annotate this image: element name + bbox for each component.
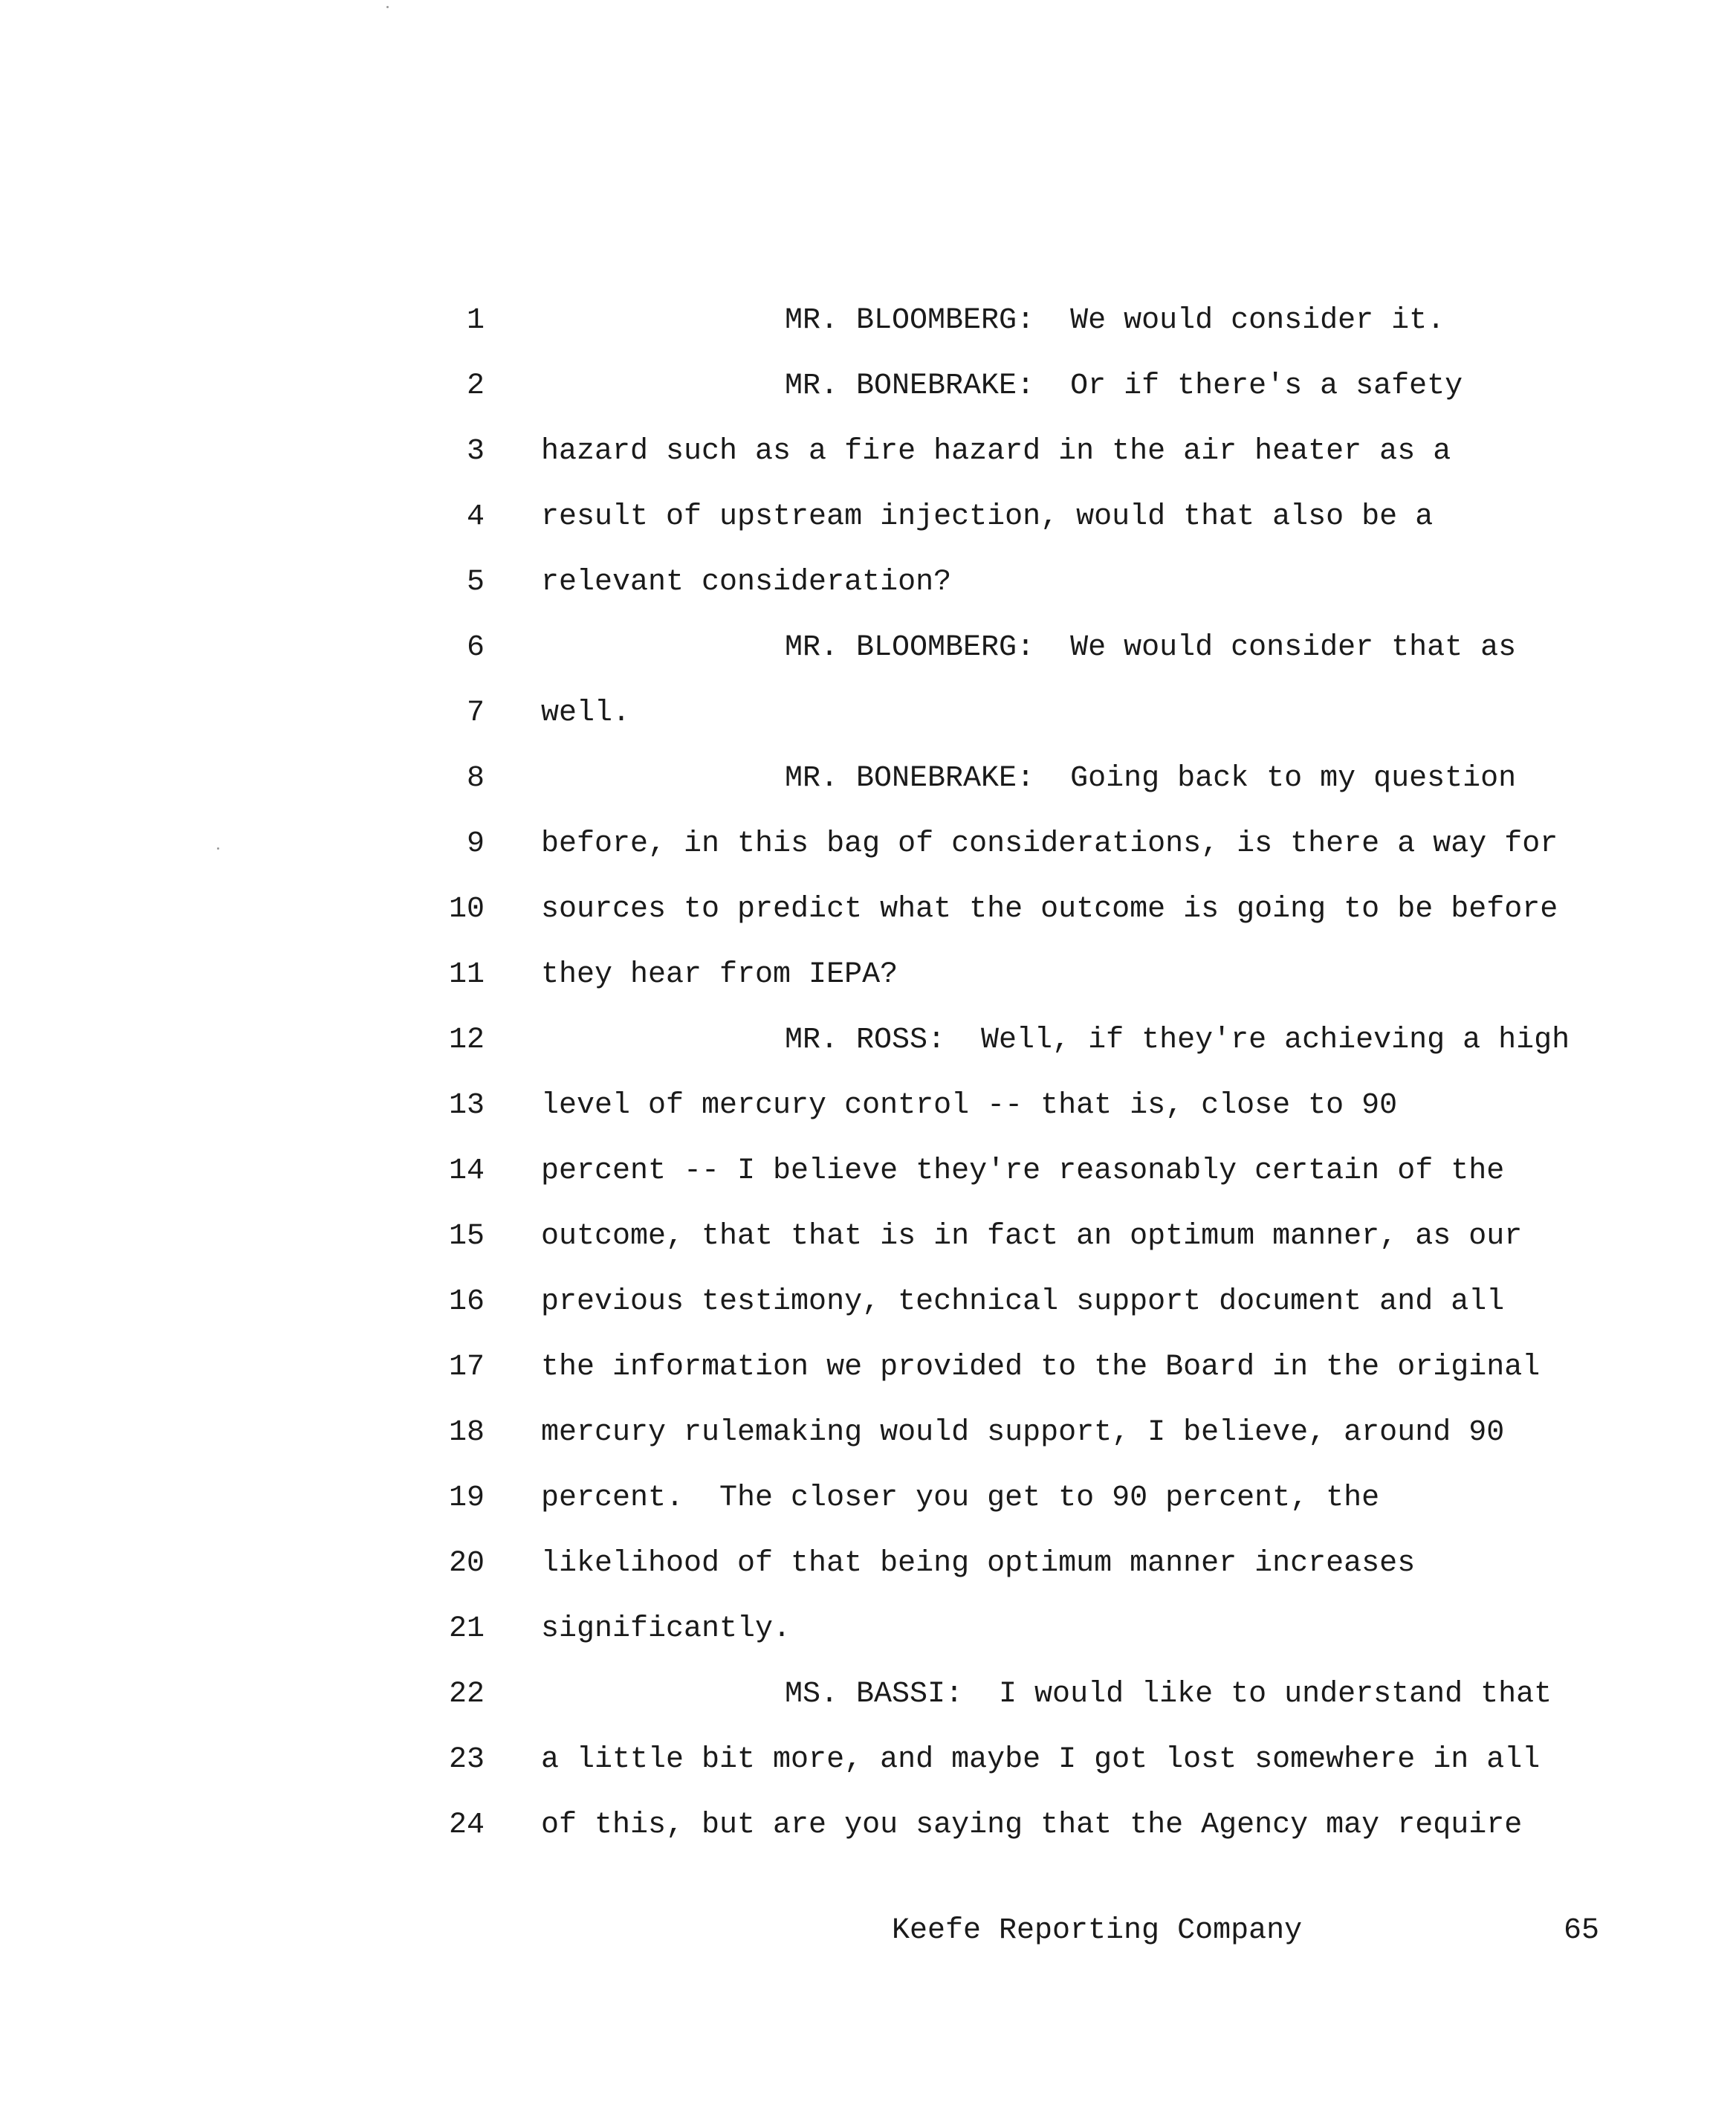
line-number: 15	[448, 1220, 485, 1253]
transcript-line	[0, 886, 1736, 951]
line-number: 6	[466, 631, 485, 665]
line-text: percent. The closer you get to 90 percent, the	[541, 1481, 1380, 1515]
line-number: 12	[448, 1024, 485, 1057]
transcript-line	[0, 821, 1736, 886]
transcript-line	[0, 1671, 1736, 1736]
line-text: of this, but are you saying that the Agency may require	[541, 1809, 1523, 1842]
transcript-line	[0, 1475, 1736, 1540]
line-text: significantly.	[541, 1612, 791, 1646]
line-text: previous testimony, technical support document and all	[541, 1285, 1505, 1319]
line-text: sources to predict what the outcome is going to be before	[541, 893, 1558, 926]
line-number: 7	[466, 696, 485, 730]
transcript-line	[0, 755, 1736, 821]
line-text: hazard such as a fire hazard in the air heater as a	[541, 435, 1451, 468]
transcript-line	[0, 559, 1736, 624]
line-number: 17	[448, 1351, 485, 1384]
line-number: 11	[448, 958, 485, 992]
line-number: 5	[466, 566, 485, 599]
line-text: well.	[541, 696, 631, 730]
line-number: 4	[466, 500, 485, 534]
page-footer	[0, 1907, 1736, 1955]
transcript-line	[0, 1606, 1736, 1671]
line-number: 20	[448, 1547, 485, 1580]
line-text: mercury rulemaking would support, I believe, around 90	[541, 1416, 1505, 1449]
line-number: 9	[466, 827, 485, 861]
transcript-line	[0, 1802, 1736, 1867]
line-text: result of upstream injection, would that also be a	[541, 500, 1434, 534]
line-text: outcome, that that is in fact an optimum manner, as our	[541, 1220, 1523, 1253]
line-text: MR. BONEBRAKE: Or if there's a safety	[785, 369, 1463, 403]
line-text: before, in this bag of considerations, is there a way for	[541, 827, 1558, 861]
line-text: relevant consideration?	[541, 566, 952, 599]
transcript-line	[0, 1344, 1736, 1409]
line-number: 8	[466, 762, 485, 795]
transcript-line	[0, 494, 1736, 559]
transcript-line	[0, 951, 1736, 1017]
transcript-line	[0, 690, 1736, 755]
line-text: MR. ROSS: Well, if they're achieving a high	[785, 1024, 1570, 1057]
transcript-line	[0, 1409, 1736, 1475]
transcript-line	[0, 1736, 1736, 1802]
transcript-line	[0, 1082, 1736, 1148]
line-number: 3	[466, 435, 485, 468]
line-number: 14	[448, 1154, 485, 1188]
line-text: MS. BASSI: I would like to understand that	[785, 1678, 1552, 1711]
line-number: 19	[448, 1481, 485, 1515]
line-text: a little bit more, and maybe I got lost somewhere in all	[541, 1743, 1541, 1777]
transcript-line	[0, 624, 1736, 690]
line-number: 22	[448, 1678, 485, 1711]
reporting-company-name: Keefe Reporting Company	[892, 1914, 1303, 1948]
page-number: 65	[1563, 1914, 1599, 1948]
line-number: 1	[466, 304, 485, 337]
line-text: they hear from IEPA?	[541, 958, 898, 992]
line-number: 18	[448, 1416, 485, 1449]
line-number: 24	[448, 1809, 485, 1842]
line-number: 2	[466, 369, 485, 403]
line-text: MR. BLOOMBERG: We would consider it.	[785, 304, 1445, 337]
line-text: likelihood of that being optimum manner increases	[541, 1547, 1416, 1580]
line-text: percent -- I believe they're reasonably certain of the	[541, 1154, 1505, 1188]
line-text: MR. BLOOMBERG: We would consider that as	[785, 631, 1517, 665]
transcript-line	[0, 1017, 1736, 1082]
transcript-line	[0, 363, 1736, 428]
line-text: MR. BONEBRAKE: Going back to my question	[785, 762, 1517, 795]
line-text: the information we provided to the Board in the original	[541, 1351, 1541, 1384]
line-number: 16	[448, 1285, 485, 1319]
transcript-line	[0, 1279, 1736, 1344]
transcript-line	[0, 428, 1736, 494]
transcript-line	[0, 1148, 1736, 1213]
line-number: 23	[448, 1743, 485, 1777]
transcript-body	[0, 297, 1736, 1867]
scan-speck	[386, 6, 389, 8]
line-number: 21	[448, 1612, 485, 1646]
transcript-line	[0, 1540, 1736, 1606]
transcript-line	[0, 297, 1736, 363]
line-number: 13	[448, 1089, 485, 1122]
transcript-line	[0, 1213, 1736, 1279]
line-text: level of mercury control -- that is, close to 90	[541, 1089, 1398, 1122]
line-number: 10	[448, 893, 485, 926]
